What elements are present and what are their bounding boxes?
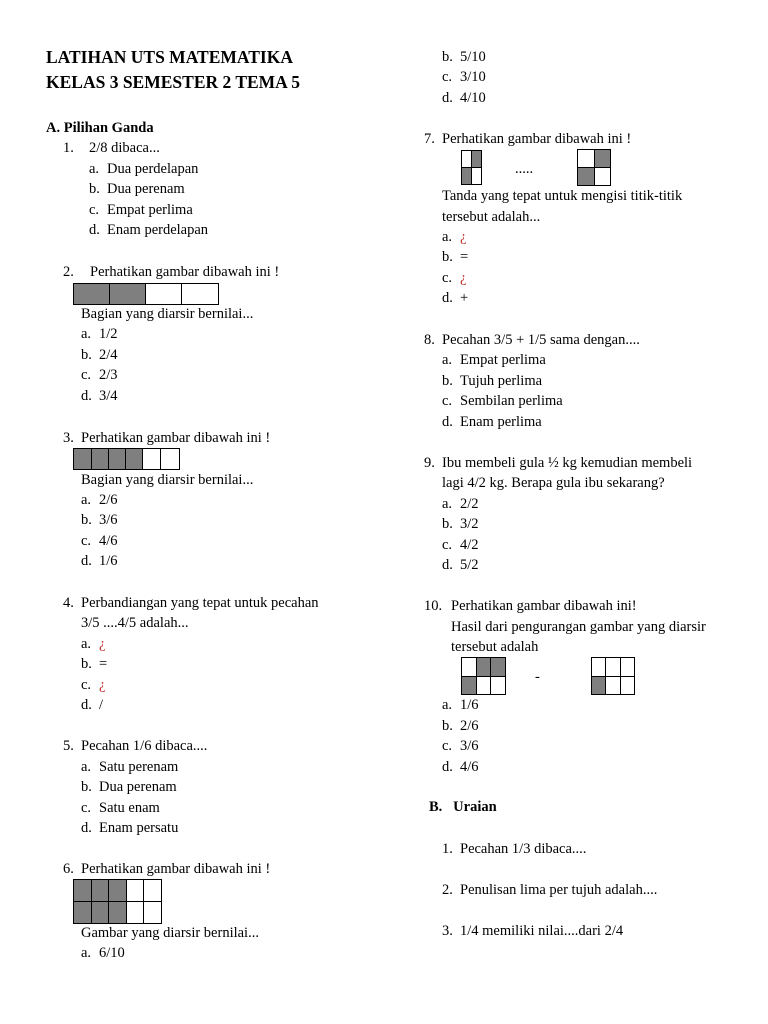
shaded-cell [74,880,92,902]
q10-option-d[interactable]: d. 4/6 [442,759,479,775]
q3-option-d[interactable]: d. 1/6 [81,553,118,569]
q2-subtext: Bagian yang diarsir bernilai... [81,306,254,322]
question-text: Perhatikan gambar dibawah ini ! [81,430,271,446]
shaded-cell [595,150,612,168]
q9-option-b[interactable]: b. 3/2 [442,516,479,532]
empty-cell [592,658,606,677]
shaded-cell [109,902,127,924]
section-b-heading: B. Uraian [429,799,497,815]
question-number: 10. [424,598,443,614]
q10-option-b[interactable]: b. 2/6 [442,718,479,734]
title-line-2: KELAS 3 SEMESTER 2 TEMA 5 [46,72,300,92]
q1-option-c[interactable]: c. Empat perlima [89,202,193,218]
question-text: Perhatikan gambar dibawah ini ! [442,131,632,147]
empty-cell [595,168,612,186]
empty-cell [472,168,482,185]
question-number: 9. [424,455,435,471]
q5-option-d[interactable]: d. Enam persatu [81,820,179,836]
q9-option-c[interactable]: c. 4/2 [442,537,479,553]
q5-option-b[interactable]: b. Dua perenam [81,779,177,795]
question-number: 8. [424,332,435,348]
question-text: Perbandiangan yang tepat untuk pecahan [81,595,319,611]
q9-option-d[interactable]: d. 5/2 [442,557,479,573]
section-a-heading: A. Pilihan Ganda [46,120,154,136]
q1-option-d[interactable]: d. Enam perdelapan [89,222,209,238]
q7-subtext-line-2: tersebut adalah... [442,209,541,225]
q3-option-c[interactable]: c. 4/6 [81,533,118,549]
question-6 [63,859,270,879]
q10-subtext-line-2: tersebut adalah [451,639,539,655]
shaded-cell [578,168,595,186]
question-3 [63,428,270,448]
empty-cell [606,658,620,677]
empty-cell [462,658,477,677]
fraction-bar-q2 [73,283,219,305]
q7-subtext: Tanda yang tepat untuk mengisi titik-titik [442,188,683,204]
empty-cell [146,284,182,304]
q3-subtext: Bagian yang diarsir bernilai... [81,472,254,488]
q7-option-d[interactable]: d. + [442,290,469,306]
question-9 [424,453,692,473]
q7-option-c[interactable]: c. ¿ [442,270,467,286]
q5-option-c[interactable]: c. Satu enam [81,800,160,816]
question-1 [63,138,160,158]
shaded-cell [462,677,477,696]
q2-option-b[interactable]: b. 2/4 [81,347,118,363]
empty-cell [491,677,506,696]
shaded-cell [74,449,92,469]
empty-cell [127,902,145,924]
q10-option-a[interactable]: a. 1/6 [442,697,479,713]
question-number: 7. [424,131,435,147]
essay-item-1: 1. Pecahan 1/3 dibaca.... [442,841,587,857]
q9-option-a[interactable]: a. 2/2 [442,496,479,512]
q4-option-a[interactable]: a. ¿ [81,636,106,652]
empty-cell [621,658,635,677]
q6-option-b[interactable]: b. 5/10 [442,49,486,65]
q1-option-b[interactable]: b. Dua perenam [89,181,185,197]
question-5 [63,736,207,756]
fraction-grid-q10-left [461,657,506,695]
question-4 [63,593,319,613]
q4-option-c[interactable]: c. ¿ [81,677,106,693]
q8-option-b[interactable]: b. Tujuh perlima [442,373,543,389]
shaded-cell [462,168,472,185]
question-text: Perhatikan gambar dibawah ini! [451,598,637,614]
shaded-cell [491,658,506,677]
q3-option-a[interactable]: a. 2/6 [81,492,118,508]
question-text: Pecahan 3/5 + 1/5 sama dengan.... [442,332,640,348]
q5-option-a[interactable]: a. Satu perenam [81,759,179,775]
shaded-cell [592,677,606,696]
q10-subtext: Hasil dari pengurangan gambar yang diarsir [451,619,706,635]
empty-cell [144,902,162,924]
q2-option-a[interactable]: a. 1/2 [81,326,118,342]
q3-option-b[interactable]: b. 3/6 [81,512,118,528]
title-line-1: LATIHAN UTS MATEMATIKA [46,47,293,67]
question-10 [424,596,637,616]
question-number: 2. [63,264,74,280]
shaded-cell [126,449,143,469]
empty-cell [127,880,145,902]
question-number: 6. [63,861,74,877]
question-text: Perhatikan gambar dibawah ini ! [90,264,280,280]
q7-option-b[interactable]: b. = [442,249,469,265]
essay-item-3: 3. 1/4 memiliki nilai....dari 2/4 [442,923,624,939]
q2-option-c[interactable]: c. 2/3 [81,367,118,383]
question-number: 4. [63,595,74,611]
fraction-grid-q7-left [461,150,482,185]
q8-option-a[interactable]: a. Empat perlima [442,352,546,368]
q7-option-a[interactable]: a. ¿ [442,229,467,245]
shaded-cell [477,658,492,677]
q2-option-d[interactable]: d. 3/4 [81,388,118,404]
empty-cell [477,677,492,696]
shaded-cell [74,902,92,924]
minus-sign: - [535,669,540,685]
q4-text-line-2: 3/5 ....4/5 adalah... [81,615,189,631]
shaded-cell [92,880,110,902]
shaded-cell [92,449,109,469]
q8-option-d[interactable]: d. Enam perlima [442,414,542,430]
question-number: 1. [63,140,74,156]
q10-option-c[interactable]: c. 3/6 [442,738,479,754]
question-text: Ibu membeli gula ½ kg kemudian membeli [442,455,693,471]
empty-cell [143,449,161,469]
question-text: 2/8 dibaca... [89,140,160,156]
q6-option-a[interactable]: a. 6/10 [81,945,125,961]
shaded-cell [74,284,110,304]
q9-text-line-2: lagi 4/2 kg. Berapa gula ibu sekarang? [442,475,665,491]
fraction-grid-q7-right [577,149,611,186]
question-text: Pecahan 1/6 dibaca.... [81,738,208,754]
shaded-cell [109,449,126,469]
q1-option-a[interactable]: a. Dua perdelapan [89,161,199,177]
fraction-grid-q10-right [591,657,635,695]
empty-cell [161,449,179,469]
shaded-cell [110,284,146,304]
fraction-bar-q3 [73,448,180,470]
empty-cell [144,880,162,902]
question-7 [424,129,631,149]
q6-subtext: Gambar yang diarsir bernilai... [81,925,259,941]
question-2 [63,262,279,282]
question-number: 3. [63,430,74,446]
q4-option-d[interactable]: d. / [81,697,104,713]
question-text: Perhatikan gambar dibawah ini ! [81,861,271,877]
q6-option-d[interactable]: d. 4/10 [442,90,486,106]
q4-option-b[interactable]: b. = [81,656,108,672]
question-8 [424,330,640,350]
q8-option-c[interactable]: c. Sembilan perlima [442,393,563,409]
blank-dots: ..... [515,161,534,177]
empty-cell [606,677,620,696]
shaded-cell [92,902,110,924]
empty-cell [578,150,595,168]
empty-cell [462,151,472,168]
fraction-grid-q6 [73,879,162,924]
q6-option-c[interactable]: c. 3/10 [442,69,486,85]
essay-item-2: 2. Penulisan lima per tujuh adalah.... [442,882,658,898]
empty-cell [621,677,635,696]
empty-cell [182,284,218,304]
question-number: 5. [63,738,74,754]
shaded-cell [109,880,127,902]
shaded-cell [472,151,482,168]
